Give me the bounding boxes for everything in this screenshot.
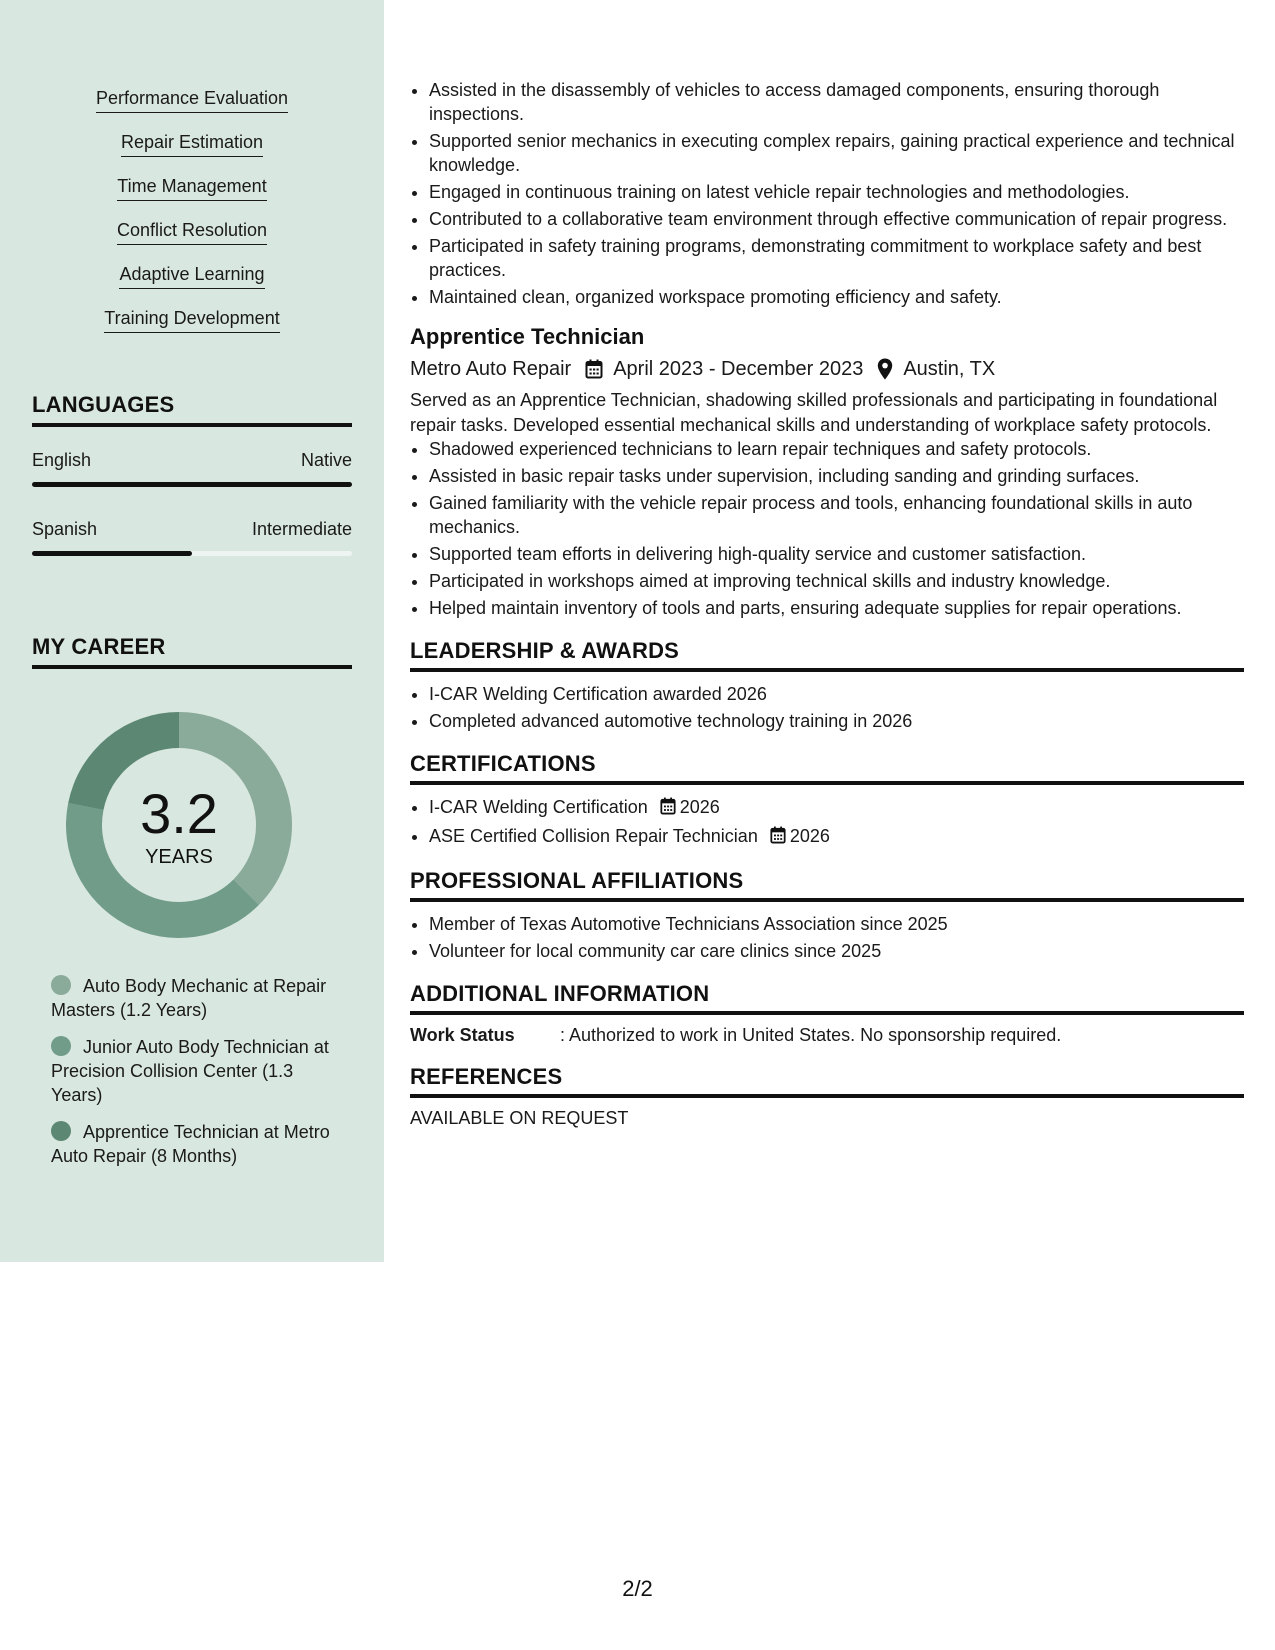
list-item: • Participated in safety training programs, demonstrating commitment to workplace safety and best practices. xyxy=(429,234,1244,282)
language-bar-spanish xyxy=(32,551,352,556)
language-name: Spanish xyxy=(32,519,98,539)
leadership-heading: LEADERSHIP & AWARDS xyxy=(410,638,1244,672)
skill-item: Repair Estimation xyxy=(121,130,263,157)
list-item: • Volunteer for local community car care clinics since 2025 xyxy=(429,939,1244,963)
list-item: • Gained familiarity with the vehicle repair process and tools, enhancing foundational skills in auto mechanics. xyxy=(429,491,1244,539)
language-level: Native xyxy=(300,450,352,470)
skill-item: Time Management xyxy=(117,174,266,201)
language-bar-fill xyxy=(32,482,352,487)
career-legend-item xyxy=(51,974,331,1022)
job-meta xyxy=(410,355,1244,383)
career-legend-text: Auto Body Mechanic at Repair Masters (1.2 Years) xyxy=(51,976,327,1020)
job-description: Served as an Apprentice Technician, shadowing skilled professionals and participating in foundational repair tasks. Developed essential mechanical skills and understanding of workplace safety protocols. xyxy=(410,390,1218,435)
job-location: Austin, TX xyxy=(903,358,996,380)
calendar-icon xyxy=(660,797,676,821)
certification-name: ASE Certified Collision Repair Technician xyxy=(429,826,758,846)
certifications-heading: CERTIFICATIONS xyxy=(410,751,1244,785)
leadership-list xyxy=(410,682,1244,733)
list-item: • Maintained clean, organized workspace promoting efficiency and safety. xyxy=(429,285,1244,309)
calendar-icon xyxy=(585,359,603,379)
career-legend xyxy=(51,974,331,1181)
affiliations-heading: PROFESSIONAL AFFILIATIONS xyxy=(410,868,1244,902)
language-name: English xyxy=(32,450,92,470)
work-status-value: : Authorized to work in United States. No sponsorship required. xyxy=(560,1025,1062,1045)
skill-item: Training Development xyxy=(104,306,279,333)
list-item: • Assisted in basic repair tasks under supervision, including sanding and grinding surfaces. xyxy=(429,464,1244,488)
skills-list xyxy=(0,86,384,350)
additional-info-heading: ADDITIONAL INFORMATION xyxy=(410,981,1244,1015)
affiliations-list xyxy=(410,912,1244,963)
list-item: • Assisted in the disassembly of vehicles to access damaged components, ensuring thorough inspections. xyxy=(429,78,1244,126)
certification-name: I-CAR Welding Certification xyxy=(429,797,648,817)
language-bar-english xyxy=(32,482,352,487)
career-total-years: 3.2 xyxy=(140,782,218,845)
certification-item xyxy=(429,795,1244,821)
certification-year: 2026 xyxy=(789,826,830,846)
career-heading: MY CAREER xyxy=(32,634,352,669)
certification-item xyxy=(429,824,1244,850)
language-row-spanish xyxy=(32,519,352,540)
skill-item: Adaptive Learning xyxy=(119,262,264,289)
main-content xyxy=(410,78,1244,1129)
work-status-row xyxy=(410,1025,1244,1046)
job-title: Apprentice Technician xyxy=(410,324,645,349)
list-item: • Supported team efforts in delivering high-quality service and customer satisfaction. xyxy=(429,542,1244,566)
sidebar xyxy=(0,0,384,1262)
career-legend-text: Apprentice Technician at Metro Auto Repair (8 Months) xyxy=(51,1122,330,1166)
list-item: • Supported senior mechanics in executing complex repairs, gaining practical experience and technical knowledge. xyxy=(429,129,1244,177)
calendar-icon xyxy=(770,826,786,850)
languages-heading: LANGUAGES xyxy=(32,392,352,427)
language-row-english xyxy=(32,450,352,471)
job-dates: April 2023 - December 2023 xyxy=(613,358,864,380)
previous-job-bullets xyxy=(410,78,1244,309)
page-number: 2/2 xyxy=(622,1576,653,1601)
job-company: Metro Auto Repair xyxy=(410,358,572,380)
legend-dot-icon xyxy=(51,975,71,995)
certification-year: 2026 xyxy=(679,797,720,817)
list-item: • Shadowed experienced technicians to learn repair techniques and safety protocols. xyxy=(429,437,1244,461)
career-donut-chart xyxy=(66,712,292,938)
list-item: • Member of Texas Automotive Technicians Association since 2025 xyxy=(429,912,1244,936)
job-bullets xyxy=(410,437,1244,620)
work-status-label: Work Status xyxy=(410,1025,515,1045)
language-bar-fill xyxy=(32,551,192,556)
skill-item: Performance Evaluation xyxy=(96,86,288,113)
list-item: • Contributed to a collaborative team environment through effective communication of repair progress. xyxy=(429,207,1244,231)
list-item: • Engaged in continuous training on latest vehicle repair technologies and methodologies. xyxy=(429,180,1244,204)
career-legend-item xyxy=(51,1120,331,1168)
career-total-unit: YEARS xyxy=(145,846,213,868)
career-legend-item xyxy=(51,1035,331,1107)
career-legend-text: Junior Auto Body Technician at Precision Collision Center (1.3 Years) xyxy=(51,1037,329,1105)
certifications-list xyxy=(410,795,1244,850)
references-text: AVAILABLE ON REQUEST xyxy=(410,1108,629,1128)
legend-dot-icon xyxy=(51,1121,71,1141)
references-heading: REFERENCES xyxy=(410,1064,1244,1098)
list-item: • I-CAR Welding Certification awarded 2026 xyxy=(429,682,1244,706)
list-item: • Participated in workshops aimed at improving technical skills and industry knowledge. xyxy=(429,569,1244,593)
legend-dot-icon xyxy=(51,1036,71,1056)
list-item: • Helped maintain inventory of tools and parts, ensuring adequate supplies for repair operations. xyxy=(429,596,1244,620)
map-pin-icon xyxy=(877,358,893,380)
skill-item: Conflict Resolution xyxy=(117,218,267,245)
language-level: Intermediate xyxy=(251,519,352,539)
list-item: • Completed advanced automotive technology training in 2026 xyxy=(429,709,1244,733)
